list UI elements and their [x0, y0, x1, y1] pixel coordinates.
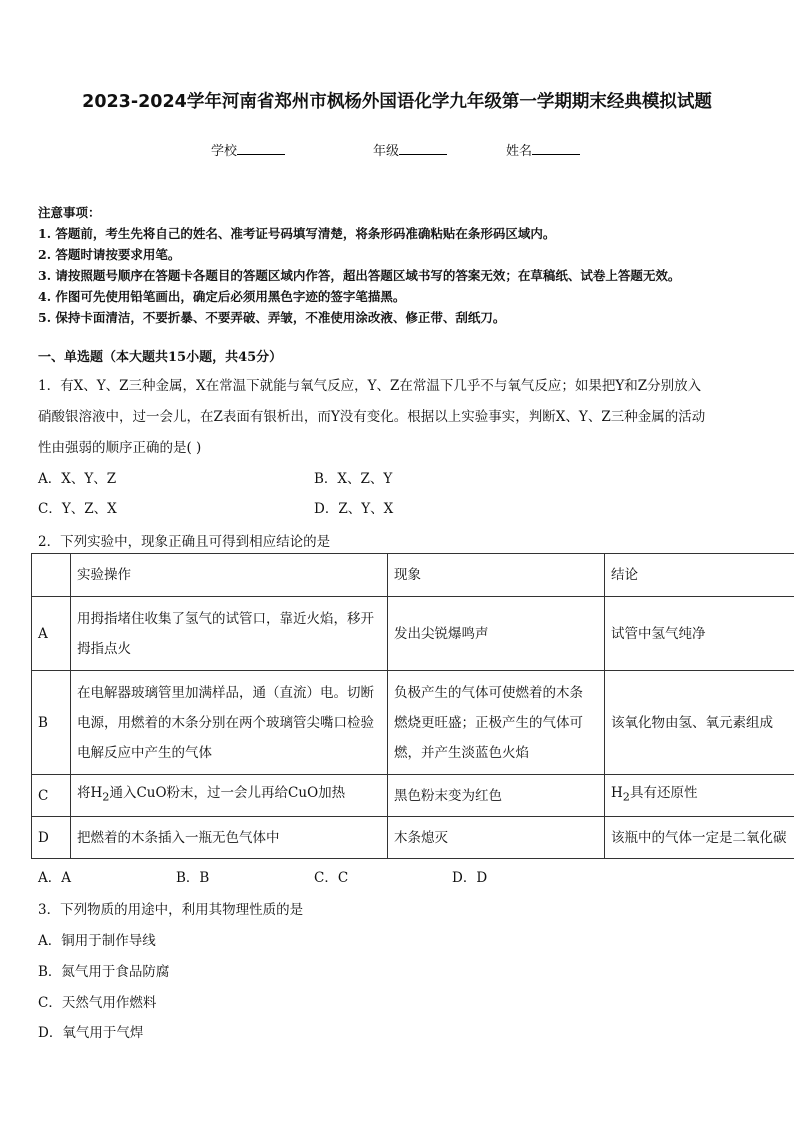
- q3-option-c[interactable]: C．天然气用作燃料: [38, 995, 157, 1011]
- conclusion-cell: [605, 775, 794, 817]
- note-item: 5. 保持卡面清洁，不要折暴、不要弄破、弄皱，不准使用涂改液、修正带、刮纸刀。: [38, 310, 506, 325]
- q1-stem-line: 性由强弱的顺序正确的是( ): [38, 440, 202, 456]
- q3-stem: 3．下列物质的用途中，利用其物理性质的是: [38, 902, 304, 918]
- cell-line: 电源，用燃着的木条分别在两个玻璃管尖嘴口检验: [77, 714, 374, 731]
- cell-line: 电解反应中产生的气体: [77, 744, 212, 761]
- operation-cell: [71, 775, 388, 817]
- subscript: 2: [102, 790, 110, 804]
- table-header-row: [32, 554, 794, 597]
- operation-cell: [71, 671, 388, 775]
- school-blank: [237, 142, 285, 155]
- phenomenon-cell: [388, 671, 605, 775]
- note-item: 4. 作图可先使用铅笔画出，确定后必须用黑色字迹的签字笔描黑。: [38, 289, 406, 304]
- name-label: 姓名: [506, 144, 533, 159]
- cell-text: 具有还原性: [629, 785, 698, 802]
- conclusion-cell: 试管中氢气纯净: [605, 597, 794, 671]
- name-blank: [532, 142, 580, 155]
- conclusion-cell: 该氧化物由氢、氧元素组成: [605, 671, 794, 775]
- table-header-cell: 现象: [388, 554, 605, 597]
- note-item: 1. 答题前，考生先将自己的姓名、准考证号码填写清楚，将条形码准确粘贴在条形码区域内。: [38, 226, 556, 241]
- phenomenon-cell: 木条熄灭: [388, 817, 605, 859]
- notes-heading: 注意事项：: [38, 205, 101, 220]
- student-info-row: [0, 140, 794, 160]
- q3-option-b[interactable]: B．氮气用于食品防腐: [38, 964, 170, 980]
- operation-cell: 把燃着的木条插入一瓶无色气体中: [71, 817, 388, 859]
- section-heading: 一、单选题（本大题共15小题，共45分）: [38, 350, 283, 365]
- q1-option-a[interactable]: A．X、Y、Z: [38, 471, 117, 487]
- q1-stem-line: 1．有X、Y、Z三种金属，X在常温下就能与氧气反应，Y、Z在常温下几乎不与氧气反应；如果把Y和Z分别放入: [38, 378, 702, 394]
- note-item: 2. 答题时请按要求用笔。: [38, 247, 181, 262]
- row-label: B: [32, 671, 71, 775]
- row-label: A: [32, 597, 71, 671]
- name-field[interactable]: [506, 140, 580, 159]
- q3-option-d[interactable]: D．氧气用于气焊: [38, 1025, 144, 1041]
- cell-line: 负极产生的气体可使燃着的木条: [394, 684, 583, 701]
- cell-text: 通入CuO粉末，过一会儿再给CuO加热: [109, 785, 346, 802]
- school-field[interactable]: [211, 140, 285, 159]
- table-row: [32, 597, 794, 671]
- cell-line: 在电解器玻璃管里加满样品，通（直流）电。切断: [77, 684, 374, 701]
- q2-option-a[interactable]: A．A: [38, 870, 71, 886]
- cell-text: 将H: [77, 785, 103, 802]
- subscript: 2: [622, 790, 630, 804]
- cell-text: H: [611, 785, 623, 802]
- table-header-cell: 实验操作: [71, 554, 388, 597]
- cell-line: 用拇指堵住收集了氢气的试管口，靠近火焰，移开: [77, 610, 374, 627]
- table-row: [32, 775, 794, 817]
- q1-option-c[interactable]: C．Y、Z、X: [38, 501, 117, 517]
- grade-label: 年级: [373, 144, 400, 159]
- q2-option-b[interactable]: B．B: [176, 870, 210, 886]
- conclusion-cell: 该瓶中的气体一定是二氧化碳: [605, 817, 794, 859]
- experiment-table: [31, 553, 794, 859]
- table-row: [32, 671, 794, 775]
- q2-option-d[interactable]: D．D: [452, 870, 488, 886]
- row-label: D: [32, 817, 71, 859]
- school-label: 学校: [211, 144, 238, 159]
- table-header-cell: [32, 554, 71, 597]
- table-row: [32, 817, 794, 859]
- cell-line: 拇指点火: [77, 640, 131, 657]
- operation-cell: [71, 597, 388, 671]
- phenomenon-cell: 发出尖锐爆鸣声: [388, 597, 605, 671]
- grade-blank: [399, 142, 447, 155]
- note-item: 3. 请按照题号顺序在答题卡各题目的答题区域内作答，超出答题区域书写的答案无效；在草稿纸、试卷上答题无效。: [38, 268, 681, 283]
- grade-field[interactable]: [373, 140, 447, 159]
- notes-block: [38, 202, 778, 328]
- q2-stem: 2．下列实验中，现象正确且可得到相应结论的是: [38, 534, 331, 550]
- exam-title: 2023-2024学年河南省郑州市枫杨外国语化学九年级第一学期期末经典模拟试题: [82, 92, 712, 112]
- q1-option-b[interactable]: B．X、Z、Y: [314, 471, 393, 487]
- phenomenon-cell: 黑色粉末变为红色: [388, 775, 605, 817]
- table-header-cell: 结论: [605, 554, 794, 597]
- q2-option-c[interactable]: C．C: [314, 870, 349, 886]
- q1-stem-line: 硝酸银溶液中，过一会儿，在Z表面有银析出，而Y没有变化。根据以上实验事实，判断X、Y、Z三种金属的活动: [38, 409, 706, 425]
- row-label: C: [32, 775, 71, 817]
- q3-option-a[interactable]: A．铜用于制作导线: [38, 933, 156, 949]
- cell-line: 燃烧更旺盛；正极产生的气体可: [394, 714, 583, 731]
- cell-line: 燃，并产生淡蓝色火焰: [394, 744, 529, 761]
- q1-option-d[interactable]: D．Z、Y、X: [314, 501, 394, 517]
